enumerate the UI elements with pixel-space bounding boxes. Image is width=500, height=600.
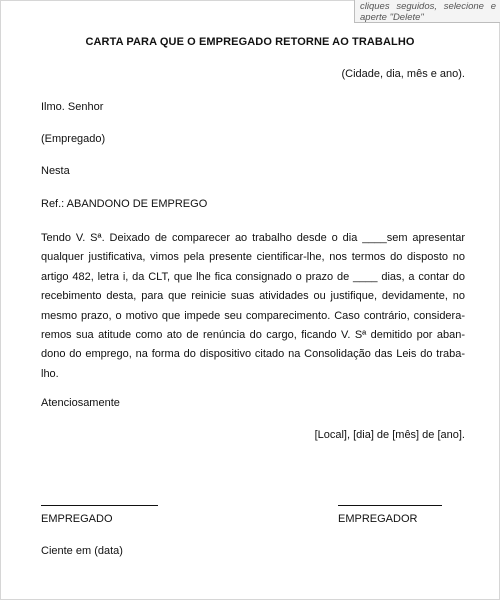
reference-line: Ref.: ABANDONO DE EMPREGO	[41, 198, 208, 210]
letter-body: Tendo V. Sª. Deixado de comparecer ao trabalho desde o dia ____sem apresentar qualquer justificativa, vimos pela presente cientificar-lhe, nos termos do disposto no artigo 482, letra i, da CLT, que lhe fica consignado o prazo de ____ dias, a contar do recebimento desta, para que reinicie suas atividades ou justifique, devidamente, no mesmo prazo, o motivo que impede seu comparecimento. Caso contrário, considera-remos sua atitude como ato de renúncia do cargo, ficando V. Sª demitido por aban-dono do emprego, na forma do dispositivo citado na Consolidação das Leis do traba-lho.	[41, 232, 465, 380]
instruction-note-line-1: cliques seguidos, selecione e	[360, 1, 496, 12]
local-date: [Local], [dia] de [mês] de [ano].	[314, 429, 465, 441]
instruction-note-line-2: aperte "Delete"	[360, 12, 424, 23]
employer-label: EMPREGADOR	[338, 513, 418, 525]
instruction-note	[354, 0, 500, 23]
employee-signature-line	[41, 505, 158, 506]
recipient: (Empregado)	[41, 133, 106, 145]
acknowledgment: Ciente em (data)	[41, 545, 123, 557]
salutation: Ilmo. Senhor	[41, 101, 104, 113]
nesta-line: Nesta	[41, 165, 70, 177]
letter-title: CARTA PARA QUE O EMPREGADO RETORNE AO TRABALHO	[85, 36, 415, 48]
employer-signature-line	[338, 505, 442, 506]
closing: Atenciosamente	[41, 397, 120, 409]
place-date: (Cidade, dia, mês e ano).	[341, 68, 465, 80]
employee-label: EMPREGADO	[41, 513, 113, 525]
